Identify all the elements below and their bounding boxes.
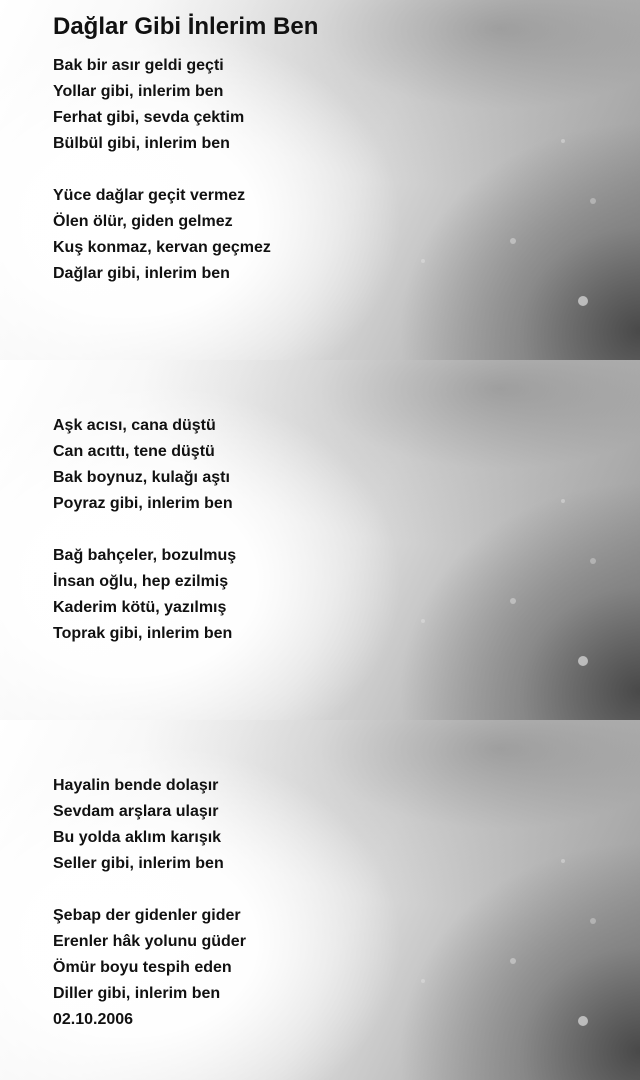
stanza [53, 53, 271, 157]
verse-line: İnsan oğlu, hep ezilmiş [53, 573, 229, 590]
verse-line: Ömür boyu tespih eden [53, 959, 232, 976]
poem-panel-1 [0, 0, 640, 360]
verse-line: Can acıttı, tene düştü [53, 443, 215, 460]
verse-line: Kuş konmaz, kervan geçmez [53, 239, 271, 256]
verse-line: Dağlar gibi, inlerim ben [53, 265, 230, 282]
stanza [53, 413, 236, 517]
verse-line: Kaderim kötü, yazılmış [53, 599, 227, 616]
verse-line: Bu yolda aklım karışık [53, 829, 222, 846]
verse-line: Erenler hâk yolunu güder [53, 933, 246, 950]
verse-line: Şebap der gidenler gider [53, 907, 241, 924]
verses-1 [53, 53, 271, 313]
verse-line: Hayalin bende dolaşır [53, 777, 219, 794]
poem-panel-2 [0, 360, 640, 720]
verse-line: Toprak gibi, inlerim ben [53, 625, 233, 642]
verse-line: Bak bir asır geldi geçti [53, 57, 224, 74]
verse-line: Seller gibi, inlerim ben [53, 855, 224, 872]
verse-line: Ferhat gibi, sevda çektim [53, 109, 245, 126]
stanza [53, 183, 271, 287]
verse-line: Poyraz gibi, inlerim ben [53, 495, 233, 512]
verse-line: Bağ bahçeler, bozulmuş [53, 547, 237, 564]
stanza [53, 903, 246, 1033]
verse-line: Ölen ölür, giden gelmez [53, 213, 233, 230]
verse-line: Yüce dağlar geçit vermez [53, 187, 246, 204]
stanza [53, 773, 246, 877]
verse-line: Bak boynuz, kulağı aştı [53, 469, 230, 486]
verse-line: Aşk acısı, cana düştü [53, 417, 216, 434]
poem-title: Dağlar Gibi İnlerim Ben [53, 13, 319, 40]
poem-panel-3 [0, 720, 640, 1080]
verse-line: Yollar gibi, inlerim ben [53, 83, 224, 100]
verse-line: Sevdam arşlara ulaşır [53, 803, 219, 820]
verse-line: Bülbül gibi, inlerim ben [53, 135, 230, 152]
verse-line: Diller gibi, inlerim ben [53, 985, 221, 1002]
verses-3 [53, 773, 246, 1033]
stanza [53, 543, 236, 647]
verses-2 [53, 413, 236, 673]
poem-date: 02.10.2006 [53, 1011, 134, 1028]
